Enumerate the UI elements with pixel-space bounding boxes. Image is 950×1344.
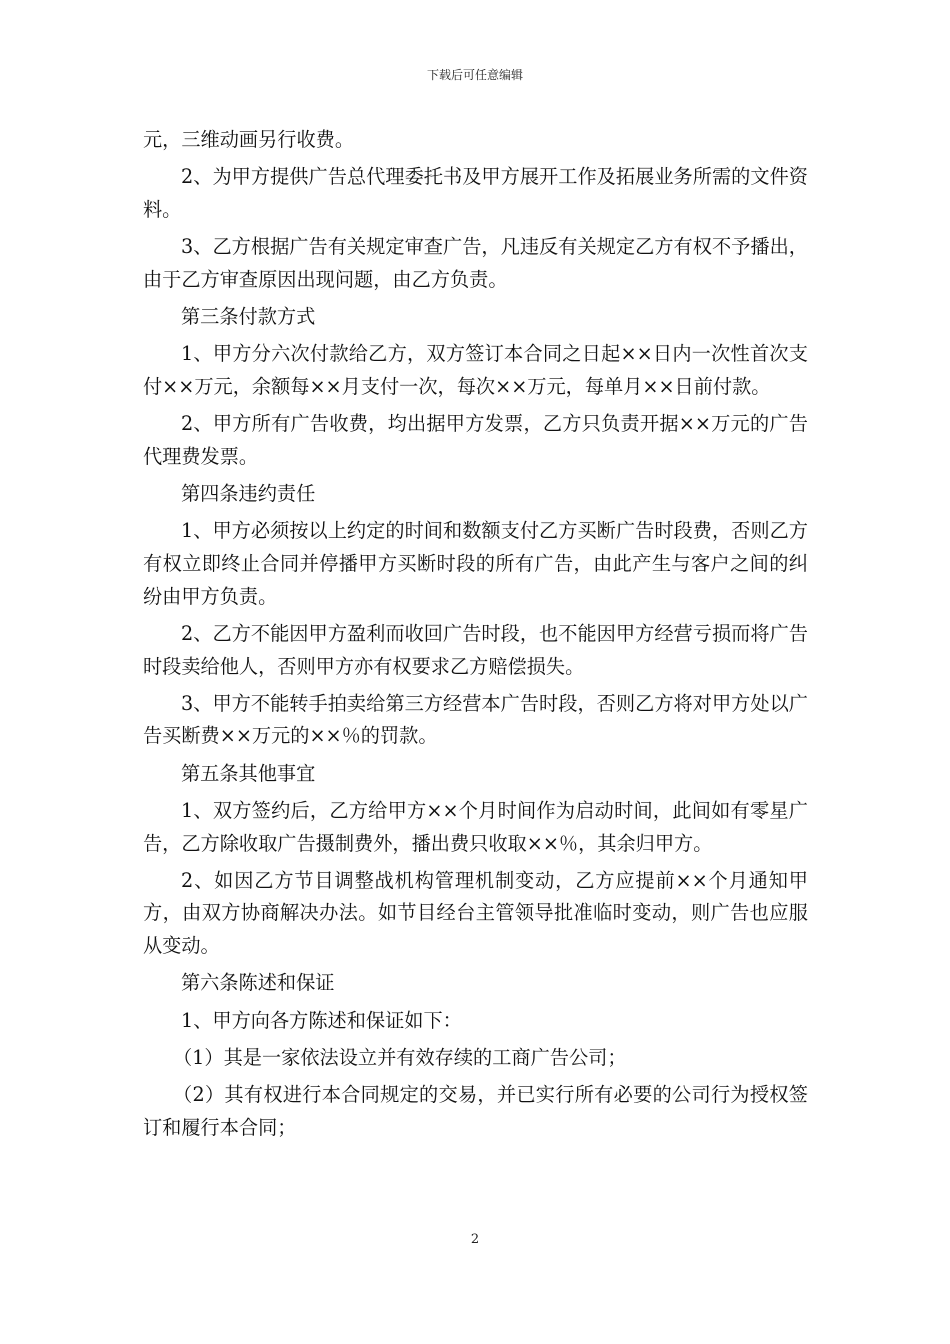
paragraph: 1、甲方向各方陈述和保证如下： bbox=[181, 1008, 462, 1032]
list-item: （2）其有权进行本合同规定的交易，并已实行所有必要的公司行为授权签订和履行本合同； bbox=[143, 1082, 808, 1139]
paragraph: 元，三维动画另行收费。 bbox=[143, 128, 355, 151]
paragraph: 2、甲方所有广告收费，均出据甲方发票，乙方只负责开据××万元的广告代理费发票。 bbox=[143, 412, 808, 468]
section-heading: 第三条付款方式 bbox=[181, 305, 316, 329]
section-heading: 第六条陈述和保证 bbox=[181, 971, 335, 995]
paragraph: 1、甲方必须按以上约定的时间和数额支付乙方买断广告时段费，否则乙方有权立即终止合同并停播甲方买断时段的所有广告，由此产生与客户之间的纠纷由甲方负责。 bbox=[143, 519, 808, 608]
paragraph: 3、甲方不能转手拍卖给第三方经营本广告时段，否则乙方将对甲方处以广告买断费××万元的××％的罚款。 bbox=[143, 691, 808, 748]
page-number: 2 bbox=[470, 1232, 480, 1247]
section-heading: 第四条违约责任 bbox=[181, 482, 316, 506]
page-header: 下载后可任意编辑 bbox=[426, 68, 523, 82]
paragraph: 1、双方签约后，乙方给甲方××个月时间作为启动时间，此间如有零星广告，乙方除收取广告摄制费外，播出费只收取××％，其余归甲方。 bbox=[143, 798, 808, 855]
paragraph: 1、甲方分六次付款给乙方，双方签订本合同之日起××日内一次性首次支付××万元，余额每××月支付一次，每次××万元，每单月××日前付款。 bbox=[143, 342, 808, 398]
document-body bbox=[143, 124, 808, 1149]
paragraph: 2、为甲方提供广告总代理委托书及甲方展开工作及拓展业务所需的文件资料。 bbox=[143, 165, 808, 221]
list-item: （1）其是一家依法设立并有效存续的工商广告公司； bbox=[173, 1045, 627, 1069]
section-heading: 第五条其他事宜 bbox=[181, 761, 316, 785]
paragraph: 3、乙方根据广告有关规定审查广告，凡违反有关规定乙方有权不予播出，由于乙方审查原因出现问题，由乙方负责。 bbox=[143, 235, 808, 291]
paragraph: 2、如因乙方节目调整战机构管理机制变动，乙方应提前××个月通知甲方，由双方协商解决办法。如节目经台主管领导批准临时变动，则广告也应服从变动。 bbox=[143, 868, 808, 958]
paragraph: 2、乙方不能因甲方盈利而收回广告时段，也不能因甲方经营亏损而将广告时段卖给他人，否则甲方亦有权要求乙方赔偿损失。 bbox=[143, 621, 808, 678]
